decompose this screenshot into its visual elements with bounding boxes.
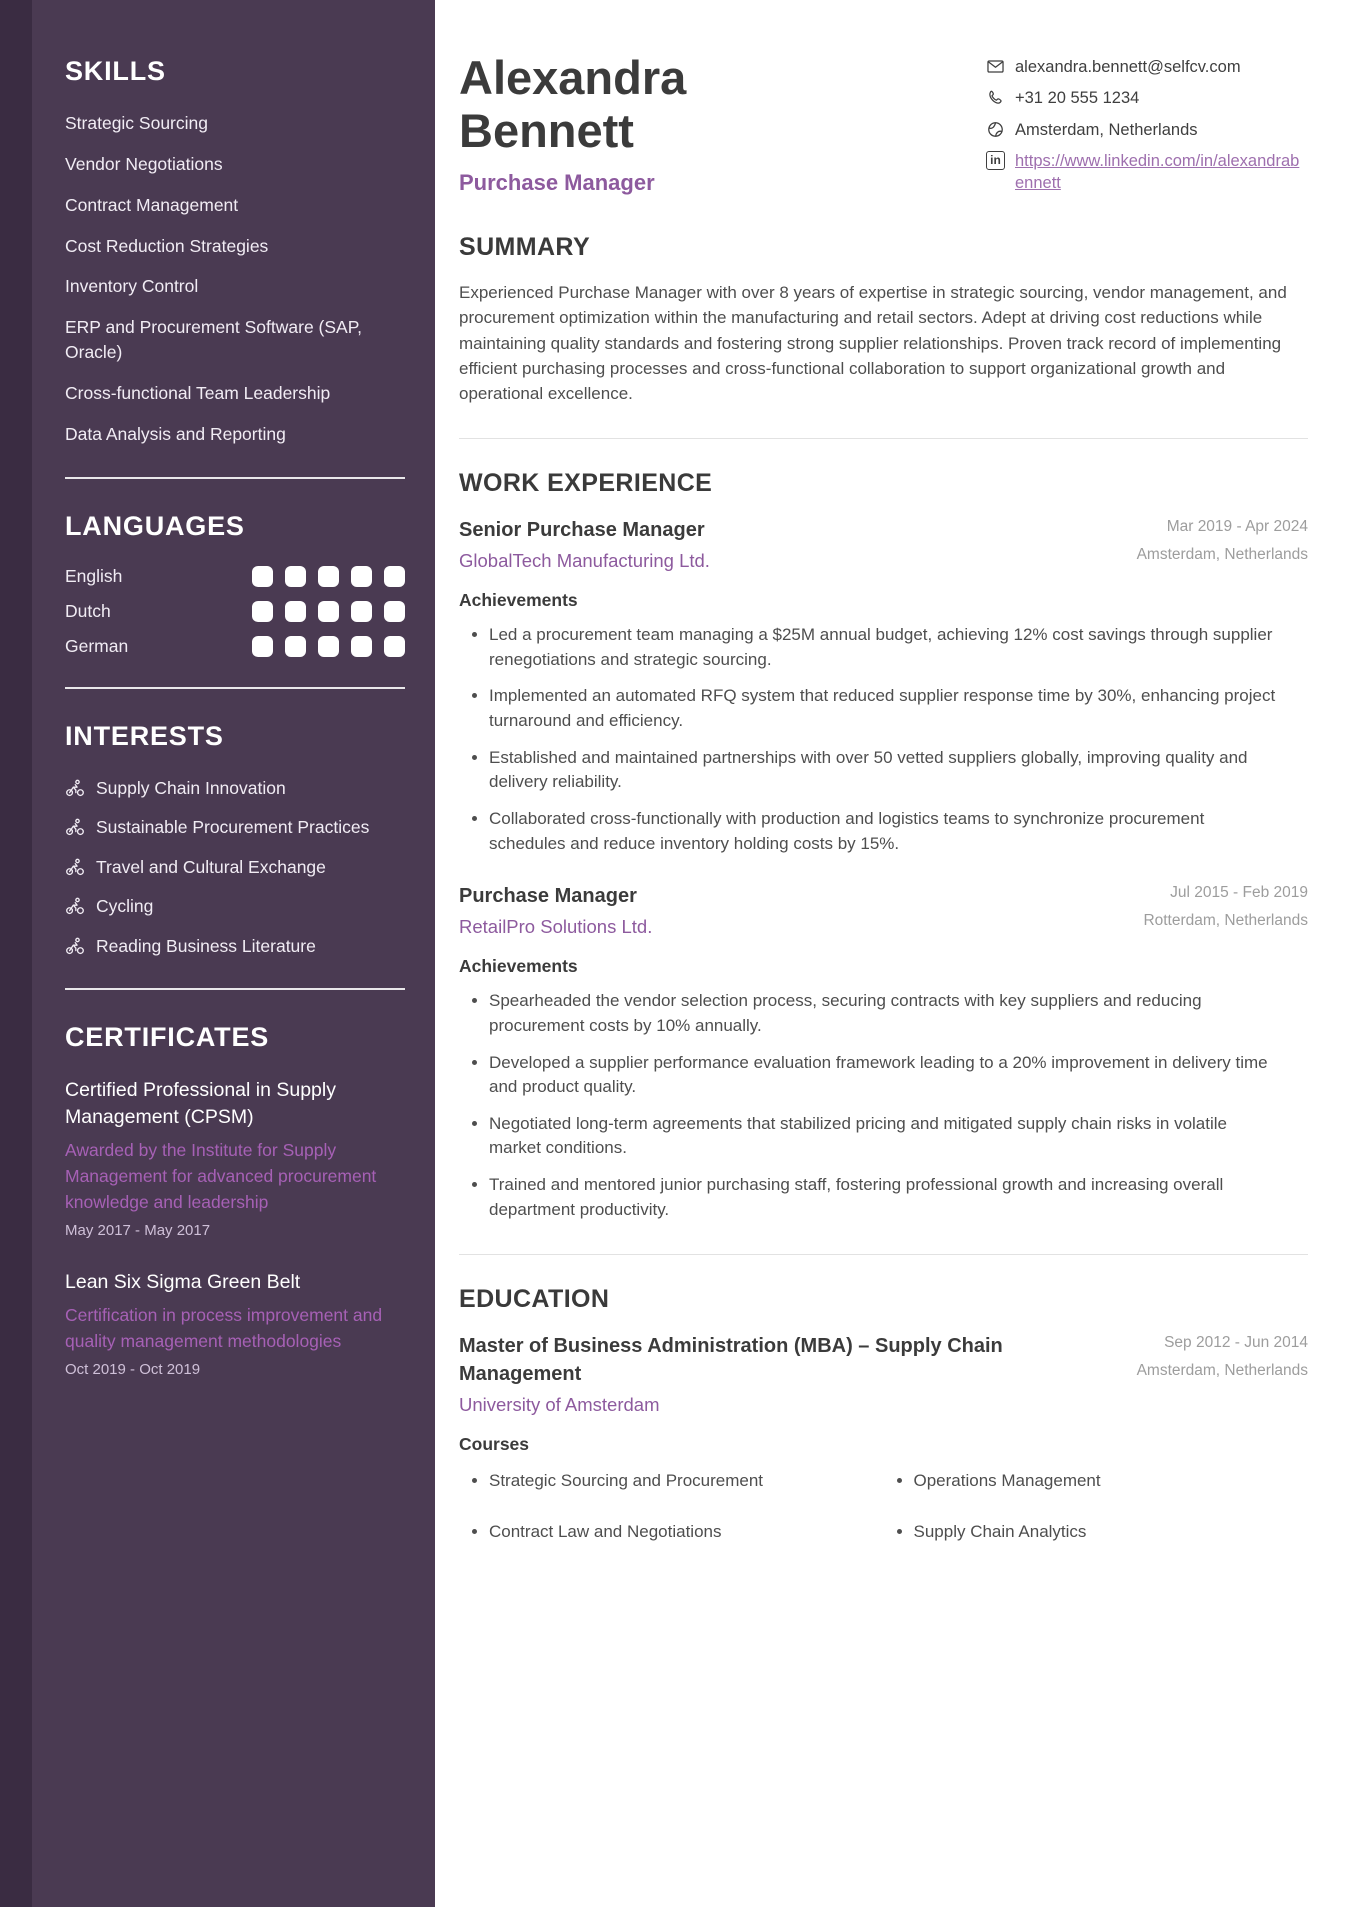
sidebar-divider xyxy=(65,477,405,479)
achievement-item: • Negotiated long-term agreements that stabilized pricing and mitigated supply chain risks in volatile market conditions. xyxy=(489,1112,1279,1161)
achievement-item: • Established and maintained partnerships with over 50 vetted suppliers globally, improving quality and delivery reliability. xyxy=(489,746,1279,795)
degree-school xyxy=(459,1332,1019,1416)
level-dot xyxy=(252,601,273,622)
sidebar-divider xyxy=(65,687,405,689)
level-dot xyxy=(384,566,405,587)
education-location: Amsterdam, Netherlands xyxy=(1136,1362,1308,1380)
level-dot xyxy=(318,636,339,657)
achievement-item: • Led a procurement team managing a $25M annual budget, achieving 12% cost savings through supplier renegotiations and strategic sourcing. xyxy=(489,623,1279,672)
level-dot xyxy=(384,636,405,657)
job-dates: Jul 2015 - Feb 2019 xyxy=(1170,884,1308,902)
education-meta xyxy=(1137,1332,1308,1380)
job-location: Rotterdam, Netherlands xyxy=(1143,912,1308,930)
language-level-indicator xyxy=(252,636,405,657)
summary-title: SUMMARY xyxy=(459,233,591,262)
skills-title: SKILLS xyxy=(65,56,166,86)
level-dot xyxy=(252,636,273,657)
language-row xyxy=(65,566,405,587)
sidebar-edge-strip xyxy=(0,0,32,1907)
courses-label: Courses xyxy=(459,1434,530,1455)
sidebar xyxy=(32,0,435,1907)
summary-text: Experienced Purchase Manager with over 8 years of expertise in strategic sourcing, vendor management, and procurement optimization within the manufacturing and retail sectors. Adept at driving cost reductions while maintaining quality standards and fostering strong supplier relationships. Proven track record of implementing efficient purchasing processes and cross-functional collaboration to support organizational growth and operational excellence. xyxy=(459,283,1287,403)
contact-location: Amsterdam, Netherlands xyxy=(1015,120,1198,139)
cyclist-icon xyxy=(65,896,85,916)
job-title: Purchase Manager xyxy=(459,885,637,908)
certificate-name: Certified Professional in Supply Management (CPSM) xyxy=(65,1079,336,1129)
contact-phone: +31 20 555 1234 xyxy=(1015,89,1140,108)
job-header xyxy=(459,516,1308,572)
achievement-item: • Implemented an automated RFQ system that reduced supplier response time by 30%, enhancing project turnaround and efficiency. xyxy=(489,684,1279,733)
education-dates: Sep 2012 - Jun 2014 xyxy=(1164,1334,1308,1352)
education-section xyxy=(459,1285,1308,1570)
level-dot xyxy=(318,566,339,587)
language-name: Dutch xyxy=(65,600,111,621)
achievements-list xyxy=(459,989,1308,1222)
job-title: Senior Purchase Manager xyxy=(459,519,705,542)
skill-item: Contract Management xyxy=(65,194,239,215)
job-dates: Mar 2019 - Apr 2024 xyxy=(1166,518,1308,536)
level-dot xyxy=(285,636,306,657)
skill-item: ERP and Procurement Software (SAP, Oracle) xyxy=(65,317,363,363)
school-name: University of Amsterdam xyxy=(459,1394,660,1416)
sidebar-divider xyxy=(65,988,405,990)
skill-item: Cost Reduction Strategies xyxy=(65,235,269,256)
level-dot xyxy=(351,636,372,657)
phone-icon xyxy=(986,88,1005,107)
certificate-description: Certification in process improvement and quality management methodologies xyxy=(65,1304,383,1351)
certificate-item xyxy=(65,1077,405,1239)
level-dot xyxy=(285,566,306,587)
contact-linkedin-row xyxy=(986,150,1308,195)
language-row xyxy=(65,601,405,622)
interest-item xyxy=(65,815,405,840)
certificate-item xyxy=(65,1269,405,1378)
contact-block xyxy=(986,52,1308,203)
certificate-name: Lean Six Sigma Green Belt xyxy=(65,1271,301,1294)
interest-label: Reading Business Literature xyxy=(96,935,316,956)
courses-grid xyxy=(459,1469,1308,1570)
languages-title: LANGUAGES xyxy=(65,510,245,541)
achievements-label: Achievements xyxy=(459,590,578,611)
skill-item: Inventory Control xyxy=(65,276,199,297)
company-name: RetailPro Solutions Ltd. xyxy=(459,916,653,938)
level-dot xyxy=(252,566,273,587)
job-meta xyxy=(1137,516,1308,564)
level-dot xyxy=(285,601,306,622)
job-meta xyxy=(1143,882,1308,930)
courses-column xyxy=(459,1469,884,1570)
achievement-item: • Trained and mentored junior purchasing staff, fostering professional growth and increasing overall department productivity. xyxy=(489,1173,1279,1222)
language-level-indicator xyxy=(252,566,405,587)
certificate-description: Awarded by the Institute for Supply Management for advanced procurement knowledge and leadership xyxy=(65,1139,377,1213)
contact-phone-row xyxy=(986,87,1308,109)
contact-email: alexandra.bennett@selfcv.com xyxy=(1015,58,1241,76)
skill-item: Vendor Negotiations xyxy=(65,153,223,174)
job-location: Amsterdam, Netherlands xyxy=(1136,546,1308,564)
person-job-title: Purchase Manager xyxy=(459,170,655,196)
languages-section xyxy=(65,511,405,657)
courses-column xyxy=(884,1469,1309,1570)
interest-label: Supply Chain Innovation xyxy=(96,777,286,798)
certificate-dates: Oct 2019 - Oct 2019 xyxy=(65,1361,201,1379)
section-divider xyxy=(459,1254,1308,1255)
job-title-company xyxy=(459,882,652,938)
identity-block xyxy=(459,52,799,203)
skill-item: Data Analysis and Reporting xyxy=(65,423,286,444)
achievements-label: Achievements xyxy=(459,956,578,977)
course-item: • Supply Chain Analytics xyxy=(914,1520,1214,1545)
contact-email-row xyxy=(986,56,1308,78)
interest-item xyxy=(65,894,405,919)
certificates-title: CERTIFICATES xyxy=(65,1022,270,1053)
job-entry xyxy=(459,882,1308,1222)
resume-header xyxy=(459,52,1308,203)
language-level-indicator xyxy=(252,601,405,622)
interest-label: Travel and Cultural Exchange xyxy=(96,856,326,877)
language-row xyxy=(65,636,405,657)
person-name: Alexandra Bennett xyxy=(459,51,687,157)
level-dot xyxy=(384,601,405,622)
achievement-item: • Developed a supplier performance evaluation framework leading to a 20% improvement in delivery time and product quality. xyxy=(489,1051,1279,1100)
course-item: • Operations Management xyxy=(914,1469,1214,1494)
interest-label: Sustainable Procurement Practices xyxy=(96,817,370,838)
certificates-section xyxy=(65,1022,405,1378)
interest-item xyxy=(65,934,405,959)
achievement-item: • Spearheaded the vendor selection process, securing contracts with key suppliers and reducing procurement costs by 10% annually. xyxy=(489,989,1279,1038)
degree-name: Master of Business Administration (MBA) – Supply Chain Management xyxy=(459,1335,1003,1386)
work-experience-title: WORK EXPERIENCE xyxy=(459,469,713,498)
level-dot xyxy=(351,601,372,622)
linkedin-icon: in xyxy=(986,151,1005,170)
level-dot xyxy=(318,601,339,622)
main-content xyxy=(435,0,1350,1907)
skill-item: Strategic Sourcing xyxy=(65,113,208,133)
interest-item xyxy=(65,776,405,801)
job-entry xyxy=(459,516,1308,856)
interest-label: Cycling xyxy=(96,896,154,917)
contact-location-row xyxy=(986,119,1308,141)
section-divider xyxy=(459,438,1308,439)
summary-section xyxy=(459,233,1308,406)
cyclist-icon xyxy=(65,817,85,837)
language-name: English xyxy=(65,565,123,586)
interests-title: INTERESTS xyxy=(65,720,224,751)
language-name: German xyxy=(65,635,129,656)
level-dot xyxy=(351,566,372,587)
company-name: GlobalTech Manufacturing Ltd. xyxy=(459,550,710,572)
skills-section xyxy=(65,56,405,447)
education-title: EDUCATION xyxy=(459,1285,610,1314)
cyclist-icon xyxy=(65,936,85,956)
job-header xyxy=(459,882,1308,938)
course-item: • Strategic Sourcing and Procurement xyxy=(489,1469,789,1494)
interests-section xyxy=(65,721,405,959)
achievements-list xyxy=(459,623,1308,856)
work-experience-section xyxy=(459,469,1308,1222)
globe-icon xyxy=(986,120,1005,139)
job-title-company xyxy=(459,516,710,572)
course-item: • Contract Law and Negotiations xyxy=(489,1520,789,1545)
achievement-item: • Collaborated cross-functionally with production and logistics teams to synchronize procurement schedules and reduce inventory holding costs by 15%. xyxy=(489,807,1279,856)
linkedin-link[interactable]: https://www.linkedin.com/in/alexandrabennett xyxy=(1015,151,1300,193)
cyclist-icon xyxy=(65,857,85,877)
certificate-dates: May 2017 - May 2017 xyxy=(65,1222,211,1240)
skill-item: Cross-functional Team Leadership xyxy=(65,382,331,403)
email-icon xyxy=(986,57,1005,76)
interest-item xyxy=(65,855,405,880)
cyclist-icon xyxy=(65,778,85,798)
education-header xyxy=(459,1332,1308,1416)
